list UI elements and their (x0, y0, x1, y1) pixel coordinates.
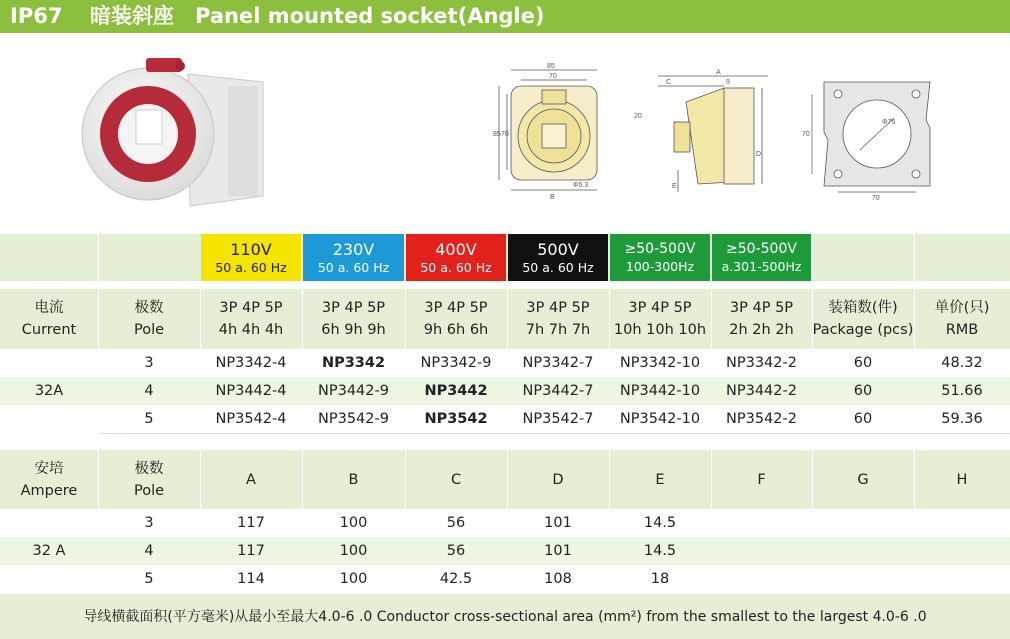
table1-header-divider (507, 289, 508, 349)
dimension-cell (302, 509, 405, 537)
table1-header-divider (711, 289, 712, 349)
model-code-cell (200, 405, 302, 433)
model-code-cell (711, 377, 812, 405)
dim-b: B (550, 194, 555, 201)
dimension-cell (812, 565, 914, 593)
frequency-label: 50 a. 60 Hz (317, 259, 390, 275)
voltage-box-1 (201, 234, 301, 281)
model-code: NP3442-4 (215, 383, 287, 399)
model-code: NP3342-4 (215, 355, 287, 371)
model-code: NP3542-7 (522, 411, 594, 427)
dim-20: 20 (634, 113, 642, 120)
table2-header-divider (200, 450, 201, 509)
model-code-cell (711, 349, 812, 377)
side-view-drawing (628, 66, 770, 196)
table1-header-divider (98, 289, 99, 349)
model-code-cell (507, 405, 609, 433)
dimension-header-c (405, 450, 507, 509)
dimension-cell (711, 509, 812, 537)
dimension-value: 108 (544, 571, 572, 587)
current-header-line2: Current (21, 322, 77, 338)
ampere-cell (0, 509, 98, 593)
dimension-value: 101 (544, 543, 572, 559)
pole-value: 4 (144, 383, 154, 399)
config-header-6-line1: 3P 4P 5P (729, 300, 794, 316)
table-row (0, 349, 1010, 377)
pole-header-line1: 极数 (134, 300, 164, 316)
package-value: 60 (853, 355, 873, 371)
frequency-label: 50 a. 60 Hz (215, 259, 287, 275)
dim-70-horizontal: 70 (872, 195, 880, 202)
dim-c: C (666, 79, 672, 86)
dimension-cell (200, 509, 302, 537)
model-code-cell (302, 349, 405, 377)
dimension-header-h (914, 450, 1010, 509)
dimension-cell (200, 565, 302, 593)
title-english: Panel mounted socket(Angle) (195, 4, 545, 28)
ampere-header-line1: 安培 (34, 460, 64, 477)
pole-header-line2: Pole (133, 322, 165, 338)
product-photo (78, 46, 268, 206)
package-value: 60 (853, 383, 873, 399)
model-code: NP3342 (321, 355, 386, 371)
pole-cell (98, 509, 200, 537)
table2-header-divider (609, 450, 610, 509)
table1-header-divider (914, 289, 915, 349)
pole-value: 5 (144, 571, 154, 587)
model-code-cell (405, 377, 507, 405)
model-code: NP3342-10 (619, 355, 701, 371)
config-header-3-line2: 9h 6h 6h (423, 322, 489, 338)
dimension-cell (914, 509, 1010, 537)
voltage-label: ≥50-500V (726, 241, 797, 257)
model-code: NP3542-9 (318, 411, 389, 427)
current-cell (0, 349, 98, 433)
dimension-value: 56 (446, 543, 466, 559)
pole-value: 5 (144, 411, 154, 427)
price-header-line1: 单价(只) (934, 300, 990, 316)
config-header-4-line1: 3P 4P 5P (526, 300, 590, 316)
model-code-cell (609, 349, 711, 377)
title-bar (0, 0, 1010, 33)
dimension-letter: C (450, 471, 462, 488)
model-code-cell (200, 377, 302, 405)
voltage-label: 500V (537, 239, 579, 259)
config-header-6-line2: 2h 2h 2h (729, 322, 794, 338)
dimension-letter: E (655, 471, 665, 488)
dim-phi53: Φ5.3 (573, 182, 589, 189)
dimension-cell (302, 537, 405, 565)
dimension-letter: G (857, 471, 869, 488)
price-value: 51.66 (941, 383, 983, 399)
dimension-letter: H (956, 471, 968, 488)
model-code: NP3342-9 (420, 355, 492, 371)
dimension-letter: A (246, 471, 256, 488)
dimension-cell (812, 509, 914, 537)
voltage-box-4 (508, 234, 608, 281)
model-code: NP3442 (424, 383, 488, 399)
model-code-cell (200, 349, 302, 377)
dimension-value: 101 (544, 515, 572, 531)
price-value: 59.36 (941, 411, 983, 427)
dimension-value: 100 (339, 515, 368, 531)
model-code: NP3542-4 (215, 411, 287, 427)
table1-header-divider (812, 289, 813, 349)
config-header-5 (609, 289, 711, 349)
table2-header-divider (914, 450, 915, 509)
package-cell (812, 377, 914, 405)
table-row (0, 377, 1010, 405)
dimension-cell (302, 565, 405, 593)
footer-note (0, 594, 1010, 639)
frequency-label: 50 a. 60 Hz (420, 259, 492, 275)
pole-header-2 (98, 450, 200, 509)
voltage-label: 400V (435, 239, 477, 259)
voltage-box-3 (406, 234, 506, 281)
ampere-header-line2: Ampere (20, 482, 78, 499)
config-header-3 (405, 289, 507, 349)
dimension-value: 100 (339, 543, 368, 559)
dimension-header-e (609, 450, 711, 509)
package-cell (812, 349, 914, 377)
voltage-label: 230V (332, 239, 375, 259)
voltage-box-6 (712, 234, 811, 281)
voltage-label: 110V (230, 239, 272, 259)
voltage-label: ≥50-500V (624, 241, 696, 257)
voltage-box-2 (303, 234, 404, 281)
config-header-5-line1: 3P 4P 5P (628, 300, 692, 316)
table2-header-divider (812, 450, 813, 509)
frequency-label: 50 a. 60 Hz (522, 259, 594, 275)
dim-70-vertical: 70 (501, 131, 509, 138)
config-header-1 (200, 289, 302, 349)
ampere-header (0, 450, 98, 509)
footer-text: 导线横截面积(平方毫米)从最小至最大4.0-6 .0 Conductor cross-sectional area (mm²) from the smallest to the largest 4.0-6 .0 (83, 609, 927, 625)
dimension-cell (812, 537, 914, 565)
dimension-cell (507, 509, 609, 537)
config-header-1-line1: 3P 4P 5P (219, 300, 283, 316)
ip-rating: IP67 (10, 4, 63, 28)
dimension-cell (507, 537, 609, 565)
pole-value: 4 (144, 543, 154, 559)
table1-header-divider (609, 289, 610, 349)
package-header (812, 289, 914, 349)
config-header-1-line2: 4h 4h 4h (218, 322, 284, 338)
package-value: 60 (853, 411, 873, 427)
model-code-cell (507, 349, 609, 377)
dimension-letter: D (552, 471, 564, 488)
model-code: NP3442-9 (318, 383, 389, 399)
dimension-cell (200, 537, 302, 565)
table1-header-divider (200, 289, 201, 349)
model-code-cell (405, 349, 507, 377)
dimension-value: 117 (237, 515, 265, 531)
table2-header-divider (98, 450, 99, 509)
pole-header-2-line1: 极数 (134, 460, 164, 477)
dimension-header-g (812, 450, 914, 509)
table2-header-divider (302, 450, 303, 509)
frequency-label: 100-300Hz (625, 259, 695, 274)
config-header-6 (711, 289, 812, 349)
config-header-5-line2: 10h 10h 10h (613, 322, 707, 338)
dim-85: 85 (547, 63, 555, 70)
table2-header-divider (405, 450, 406, 509)
dimension-header-a (200, 450, 302, 509)
pole-cell (98, 377, 200, 405)
pole-header-2-line2: Pole (133, 482, 165, 499)
price-header-line2: RMB (945, 322, 979, 338)
dimension-cell (914, 537, 1010, 565)
dimension-value: 117 (237, 543, 265, 559)
ampere-value: 32 A (32, 543, 66, 559)
dim-70: 70 (549, 73, 557, 80)
dimension-header-d (507, 450, 609, 509)
dimension-cell (609, 509, 711, 537)
price-value: 48.32 (941, 355, 983, 371)
dim-9: 9 (726, 79, 730, 86)
dimension-value: 42.5 (439, 571, 473, 587)
table1-header-divider (302, 289, 303, 349)
config-header-4-line2: 7h 7h 7h (525, 322, 591, 338)
config-header-2-line2: 6h 9h 9h (321, 322, 386, 338)
dimension-cell (405, 509, 507, 537)
frequency-label: a.301-500Hz (721, 259, 802, 274)
dimension-cell (405, 537, 507, 565)
config-header-4 (507, 289, 609, 349)
dim-70-vertical-cutout: 70 (802, 131, 810, 138)
model-code: NP3442-7 (522, 383, 594, 399)
dim-85-vertical: 85 (493, 131, 501, 138)
dimension-cell (609, 537, 711, 565)
model-code: NP3542 (424, 411, 488, 427)
current-header (0, 289, 98, 349)
package-header-line2: Package (pcs) (812, 322, 914, 338)
config-header-3-line1: 3P 4P 5P (424, 300, 488, 316)
pole-cell (98, 565, 200, 593)
dimension-letter: B (348, 471, 359, 488)
dimension-cell (711, 537, 812, 565)
price-cell (914, 349, 1010, 377)
current-header-line1: 电流 (34, 300, 64, 316)
model-code: NP3342-2 (726, 355, 797, 371)
dim-a: A (716, 69, 721, 76)
dimension-letter: F (757, 471, 766, 488)
price-header (914, 289, 1010, 349)
model-code: NP3342-7 (522, 355, 594, 371)
pole-header (98, 289, 200, 349)
dimension-value: 100 (339, 571, 368, 587)
model-code-cell (302, 377, 405, 405)
table-row (0, 509, 1010, 537)
config-header-2 (302, 289, 405, 349)
model-code: NP3542-2 (726, 411, 797, 427)
dim-e: E (672, 183, 677, 190)
dimension-cell (405, 565, 507, 593)
pole-value: 3 (144, 355, 154, 371)
model-code: NP3442-10 (619, 383, 701, 399)
model-code-cell (609, 405, 711, 433)
dimension-value: 56 (446, 515, 466, 531)
title-chinese: 暗装斜座 (90, 4, 174, 28)
table-row (0, 565, 1010, 593)
dim-d: D (756, 151, 762, 158)
table-row (0, 405, 1010, 433)
package-cell (812, 405, 914, 433)
model-code: NP3542-10 (619, 411, 701, 427)
dimension-header-b (302, 450, 405, 509)
voltage-box-5 (610, 234, 710, 281)
model-code: NP3442-2 (726, 383, 797, 399)
table-row (0, 537, 1010, 565)
dimension-value: 18 (650, 571, 670, 587)
model-code-cell (302, 405, 405, 433)
table1-header-divider (405, 289, 406, 349)
price-cell (914, 377, 1010, 405)
model-code-cell (609, 377, 711, 405)
config-header-2-line1: 3P 4P 5P (321, 300, 386, 316)
front-view-drawing (495, 62, 607, 202)
pole-cell (98, 537, 200, 565)
dimension-cell (914, 565, 1010, 593)
dimension-value: 14.5 (643, 543, 677, 559)
price-cell (914, 405, 1010, 433)
dimension-value: 114 (237, 571, 265, 587)
table1-bottom-rule (99, 433, 1010, 434)
dimension-header-f (711, 450, 812, 509)
table2-header-divider (711, 450, 712, 509)
model-code-cell (507, 377, 609, 405)
pole-value: 3 (144, 515, 154, 531)
pole-cell (98, 349, 200, 377)
model-code-cell (405, 405, 507, 433)
pole-cell (98, 405, 200, 433)
current-value: 32A (34, 383, 64, 399)
cutout-drawing (798, 74, 938, 202)
model-code-cell (711, 405, 812, 433)
dimension-cell (609, 565, 711, 593)
dimension-cell (711, 565, 812, 593)
dimension-cell (507, 565, 609, 593)
package-header-line1: 装箱数(件) (828, 300, 898, 316)
dim-phi75: Φ75 (882, 119, 896, 126)
dimension-value: 14.5 (643, 515, 677, 531)
table2-header-divider (507, 450, 508, 509)
